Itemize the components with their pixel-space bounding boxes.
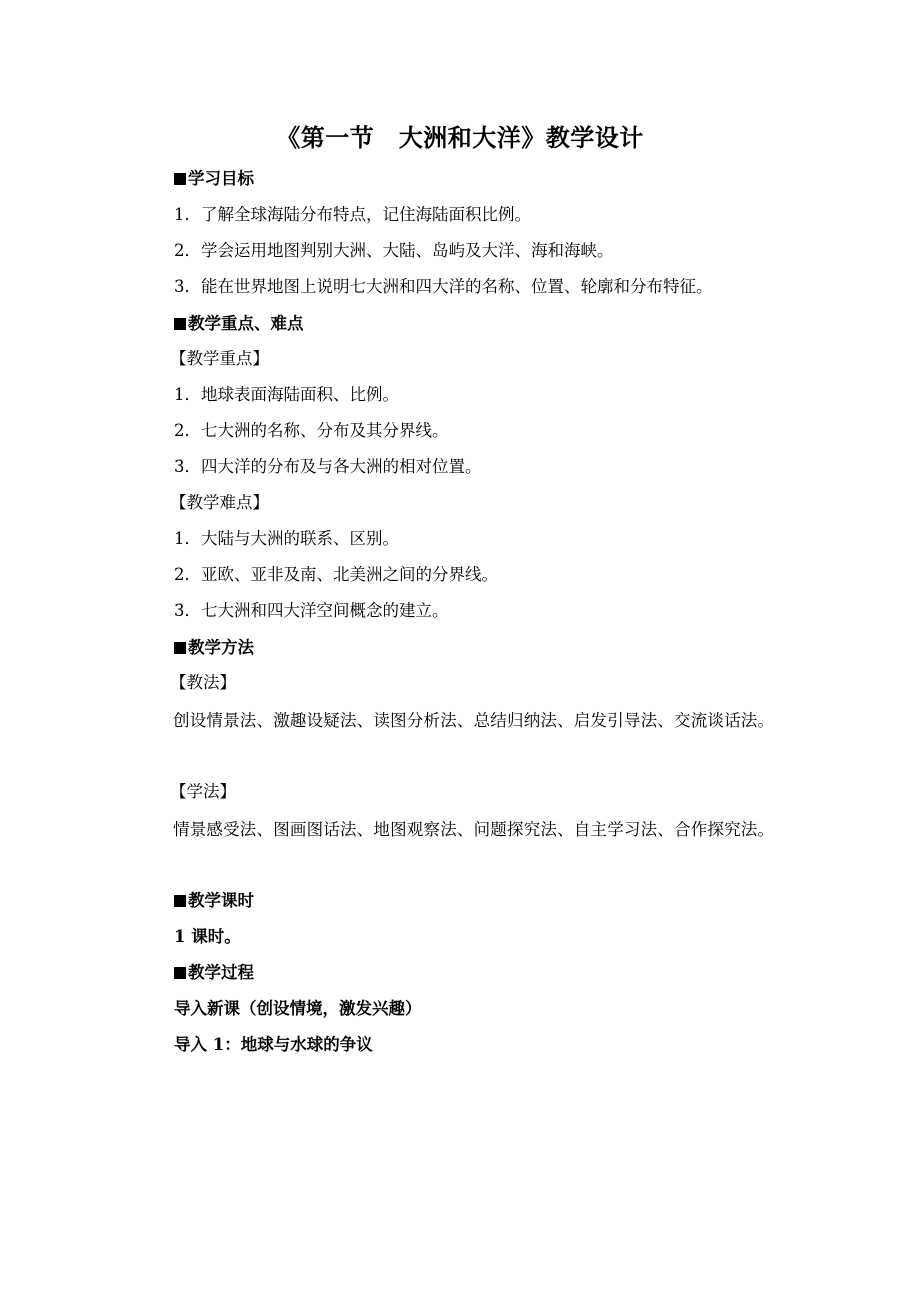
key-point-item: 3．四大洋的分布及与各大洲的相对位置。 [174,457,482,476]
section-heading-hours: 教学课时 [174,890,254,912]
subheading-difficult: 【教学难点】 [170,493,269,512]
difficult-point-item: 2．亚欧、亚非及南、北美洲之间的分界线。 [174,565,498,584]
subheading-key: 【教学重点】 [170,349,269,368]
key-point-item: 1．地球表面海陆面积、比例。 [174,385,399,404]
objective-item: 3．能在世界地图上说明七大洲和四大洋的名称、位置、轮廓和分布特征。 [174,277,713,296]
black-square-icon [174,318,186,330]
black-square-icon [174,967,186,979]
black-square-icon [174,173,186,185]
black-square-icon [174,642,186,654]
section-heading-process: 教学过程 [174,962,254,984]
difficult-point-item: 1．大陆与大洲的联系、区别。 [174,529,399,548]
learning-method-text: 情景感受法、图画图话法、地图观察法、问题探究法、自主学习法、合作探究法。 [173,820,775,839]
difficult-point-item: 3．七大洲和四大洋空间概念的建立。 [174,601,449,620]
objective-item: 1．了解全球海陆分布特点，记住海陆面积比例。 [174,205,531,224]
subheading-learning-method: 【学法】 [170,782,236,801]
document-title: 《第一节 大洲和大洋》教学设计 [276,123,644,152]
process-intro-heading: 导入新课（创设情境，激发兴趣） [174,999,422,1018]
black-square-icon [174,895,186,907]
process-intro-1: 导入 1：地球与水球的争议 [174,1035,373,1054]
section-heading-key-points: 教学重点、难点 [174,313,304,335]
objective-item: 2．学会运用地图判别大洲、大陆、岛屿及大洋、海和海峡。 [174,241,614,260]
section-heading-objectives: 学习目标 [174,168,254,190]
teaching-method-text: 创设情景法、激趣设疑法、读图分析法、总结归纳法、启发引导法、交流谈话法。 [173,711,775,730]
key-point-item: 2．七大洲的名称、分布及其分界线。 [174,421,449,440]
subheading-teaching-method: 【教法】 [170,673,236,692]
section-heading-methods: 教学方法 [174,637,254,659]
hours-text: 1 课时。 [174,927,241,946]
